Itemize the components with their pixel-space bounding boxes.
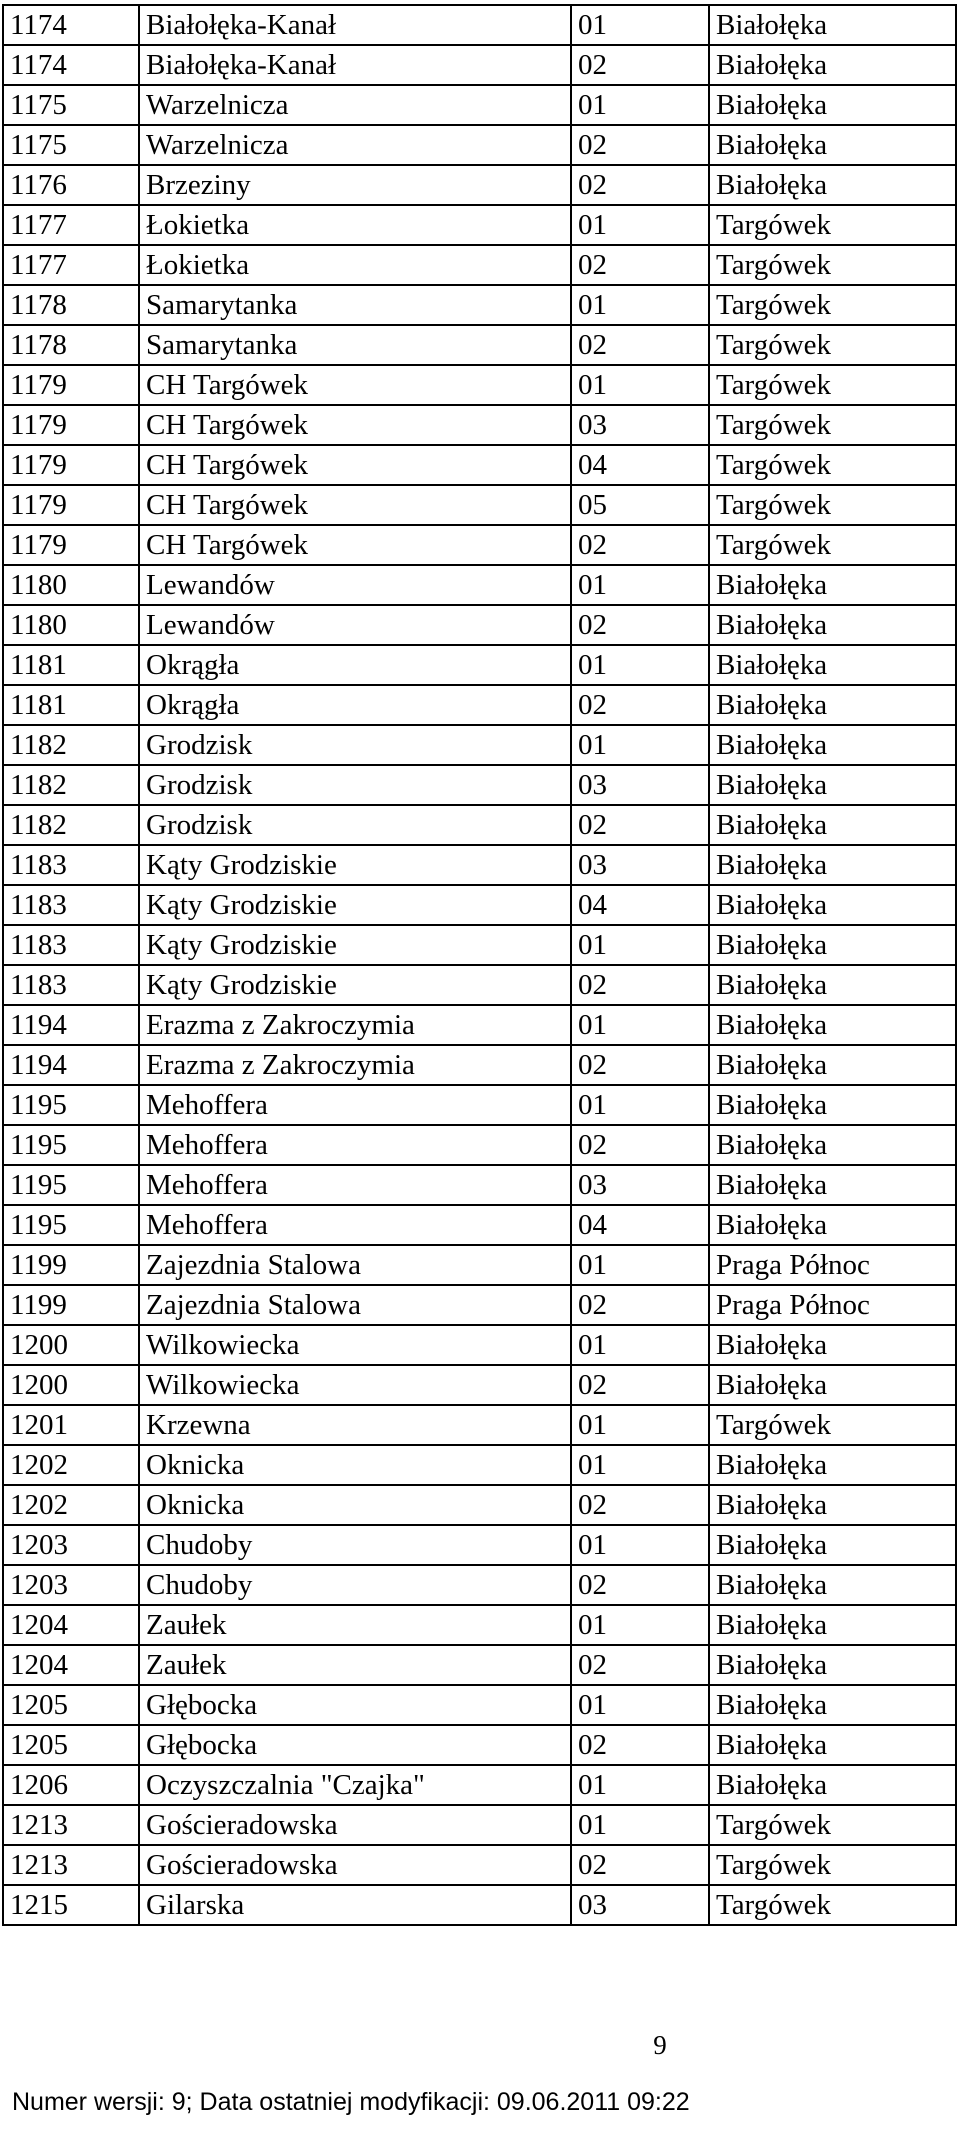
stop-name-cell: Erazma z Zakroczymia bbox=[139, 1005, 571, 1045]
stop-name-cell: Oknicka bbox=[139, 1485, 571, 1525]
post-number-cell: 04 bbox=[571, 445, 709, 485]
stop-name-cell: Okrągła bbox=[139, 685, 571, 725]
table-row bbox=[3, 605, 956, 645]
table-row bbox=[3, 1445, 956, 1485]
district-cell: Targówek bbox=[709, 325, 956, 365]
district-cell: Targówek bbox=[709, 525, 956, 565]
post-number-cell: 03 bbox=[571, 1165, 709, 1205]
post-number-cell: 02 bbox=[571, 1045, 709, 1085]
district-cell: Białołęka bbox=[709, 605, 956, 645]
table-row bbox=[3, 1205, 956, 1245]
stop-number-cell: 1195 bbox=[3, 1205, 139, 1245]
table-row bbox=[3, 1685, 956, 1725]
district-cell: Białołęka bbox=[709, 1045, 956, 1085]
stop-number-cell: 1182 bbox=[3, 805, 139, 845]
stop-name-cell: Lewandów bbox=[139, 605, 571, 645]
stop-name-cell: Gościeradowska bbox=[139, 1845, 571, 1885]
district-cell: Białołęka bbox=[709, 1165, 956, 1205]
district-cell: Targówek bbox=[709, 1405, 956, 1445]
post-number-cell: 04 bbox=[571, 885, 709, 925]
stop-name-cell: Oczyszczalnia "Czajka" bbox=[139, 1765, 571, 1805]
post-number-cell: 03 bbox=[571, 845, 709, 885]
post-number-cell: 01 bbox=[571, 365, 709, 405]
table-row bbox=[3, 165, 956, 205]
district-cell: Białołęka bbox=[709, 685, 956, 725]
table-row bbox=[3, 85, 956, 125]
post-number-cell: 01 bbox=[571, 205, 709, 245]
stop-number-cell: 1213 bbox=[3, 1845, 139, 1885]
stop-number-cell: 1194 bbox=[3, 1045, 139, 1085]
stop-name-cell: Warzelnicza bbox=[139, 125, 571, 165]
district-cell: Białołęka bbox=[709, 45, 956, 85]
stop-number-cell: 1175 bbox=[3, 85, 139, 125]
stop-name-cell: Białołęka-Kanał bbox=[139, 5, 571, 45]
table-row bbox=[3, 1805, 956, 1845]
district-cell: Białołęka bbox=[709, 1605, 956, 1645]
stop-name-cell: Erazma z Zakroczymia bbox=[139, 1045, 571, 1085]
stop-number-cell: 1204 bbox=[3, 1605, 139, 1645]
table-row bbox=[3, 1165, 956, 1205]
stop-name-cell: Gilarska bbox=[139, 1885, 571, 1925]
district-cell: Targówek bbox=[709, 365, 956, 405]
post-number-cell: 01 bbox=[571, 645, 709, 685]
table-row bbox=[3, 525, 956, 565]
stop-name-cell: Zajezdnia Stalowa bbox=[139, 1285, 571, 1325]
post-number-cell: 02 bbox=[571, 45, 709, 85]
table-row bbox=[3, 205, 956, 245]
district-cell: Białołęka bbox=[709, 1445, 956, 1485]
post-number-cell: 02 bbox=[571, 1125, 709, 1165]
post-number-cell: 01 bbox=[571, 1765, 709, 1805]
table-row bbox=[3, 1645, 956, 1685]
table-row bbox=[3, 1605, 956, 1645]
district-cell: Białołęka bbox=[709, 1365, 956, 1405]
post-number-cell: 01 bbox=[571, 725, 709, 765]
stop-name-cell: CH Targówek bbox=[139, 525, 571, 565]
post-number-cell: 01 bbox=[571, 925, 709, 965]
stop-name-cell: Chudoby bbox=[139, 1565, 571, 1605]
table-row bbox=[3, 5, 956, 45]
stop-name-cell: Grodzisk bbox=[139, 805, 571, 845]
stop-name-cell: CH Targówek bbox=[139, 485, 571, 525]
stops-table-container bbox=[2, 4, 955, 1926]
post-number-cell: 02 bbox=[571, 1285, 709, 1325]
stop-number-cell: 1180 bbox=[3, 605, 139, 645]
table-row bbox=[3, 445, 956, 485]
stop-number-cell: 1213 bbox=[3, 1805, 139, 1845]
table-row bbox=[3, 565, 956, 605]
stop-number-cell: 1194 bbox=[3, 1005, 139, 1045]
post-number-cell: 02 bbox=[571, 245, 709, 285]
district-cell: Białołęka bbox=[709, 1125, 956, 1165]
post-number-cell: 02 bbox=[571, 1365, 709, 1405]
post-number-cell: 02 bbox=[571, 685, 709, 725]
stop-name-cell: Głębocka bbox=[139, 1685, 571, 1725]
table-row bbox=[3, 45, 956, 85]
district-cell: Targówek bbox=[709, 445, 956, 485]
district-cell: Targówek bbox=[709, 1805, 956, 1845]
stop-number-cell: 1205 bbox=[3, 1685, 139, 1725]
stop-name-cell: Grodzisk bbox=[139, 765, 571, 805]
stop-name-cell: Zaułek bbox=[139, 1645, 571, 1685]
district-cell: Praga Północ bbox=[709, 1285, 956, 1325]
stop-name-cell: CH Targówek bbox=[139, 365, 571, 405]
stop-name-cell: Oknicka bbox=[139, 1445, 571, 1485]
table-row bbox=[3, 725, 956, 765]
post-number-cell: 02 bbox=[571, 1725, 709, 1765]
table-row bbox=[3, 365, 956, 405]
table-row bbox=[3, 325, 956, 365]
stop-number-cell: 1215 bbox=[3, 1885, 139, 1925]
stop-name-cell: Chudoby bbox=[139, 1525, 571, 1565]
table-row bbox=[3, 885, 956, 925]
district-cell: Białołęka bbox=[709, 1205, 956, 1245]
post-number-cell: 02 bbox=[571, 805, 709, 845]
district-cell: Białołęka bbox=[709, 1485, 956, 1525]
stop-number-cell: 1199 bbox=[3, 1245, 139, 1285]
post-number-cell: 02 bbox=[571, 605, 709, 645]
table-row bbox=[3, 685, 956, 725]
stop-name-cell: Grodzisk bbox=[139, 725, 571, 765]
post-number-cell: 01 bbox=[571, 1525, 709, 1565]
stop-name-cell: CH Targówek bbox=[139, 405, 571, 445]
stop-name-cell: Białołęka-Kanał bbox=[139, 45, 571, 85]
table-row bbox=[3, 1565, 956, 1605]
post-number-cell: 02 bbox=[571, 165, 709, 205]
post-number-cell: 01 bbox=[571, 1445, 709, 1485]
post-number-cell: 01 bbox=[571, 1605, 709, 1645]
district-cell: Białołęka bbox=[709, 725, 956, 765]
stop-number-cell: 1179 bbox=[3, 485, 139, 525]
stop-number-cell: 1205 bbox=[3, 1725, 139, 1765]
district-cell: Białołęka bbox=[709, 805, 956, 845]
stop-number-cell: 1200 bbox=[3, 1325, 139, 1365]
stop-number-cell: 1182 bbox=[3, 765, 139, 805]
stop-number-cell: 1203 bbox=[3, 1565, 139, 1605]
district-cell: Białołęka bbox=[709, 1525, 956, 1565]
post-number-cell: 02 bbox=[571, 1845, 709, 1885]
district-cell: Targówek bbox=[709, 285, 956, 325]
table-row bbox=[3, 1005, 956, 1045]
district-cell: Białołęka bbox=[709, 5, 956, 45]
stop-number-cell: 1203 bbox=[3, 1525, 139, 1565]
stop-name-cell: Mehoffera bbox=[139, 1085, 571, 1125]
stop-number-cell: 1174 bbox=[3, 45, 139, 85]
table-row bbox=[3, 485, 956, 525]
stop-number-cell: 1202 bbox=[3, 1485, 139, 1525]
district-cell: Białołęka bbox=[709, 965, 956, 1005]
table-row bbox=[3, 1325, 956, 1365]
stop-number-cell: 1183 bbox=[3, 925, 139, 965]
table-row bbox=[3, 1765, 956, 1805]
post-number-cell: 02 bbox=[571, 1485, 709, 1525]
district-cell: Białołęka bbox=[709, 1725, 956, 1765]
table-row bbox=[3, 765, 956, 805]
post-number-cell: 02 bbox=[571, 1645, 709, 1685]
stop-number-cell: 1179 bbox=[3, 445, 139, 485]
post-number-cell: 02 bbox=[571, 125, 709, 165]
stop-number-cell: 1183 bbox=[3, 965, 139, 1005]
stop-name-cell: Mehoffera bbox=[139, 1165, 571, 1205]
table-row bbox=[3, 1285, 956, 1325]
district-cell: Białołęka bbox=[709, 885, 956, 925]
stop-name-cell: Warzelnicza bbox=[139, 85, 571, 125]
table-row bbox=[3, 1725, 956, 1765]
table-row bbox=[3, 1525, 956, 1565]
district-cell: Targówek bbox=[709, 1845, 956, 1885]
stop-number-cell: 1176 bbox=[3, 165, 139, 205]
district-cell: Białołęka bbox=[709, 925, 956, 965]
stop-name-cell: Mehoffera bbox=[139, 1125, 571, 1165]
stop-number-cell: 1195 bbox=[3, 1125, 139, 1165]
table-row bbox=[3, 1405, 956, 1445]
post-number-cell: 04 bbox=[571, 1205, 709, 1245]
stop-number-cell: 1202 bbox=[3, 1445, 139, 1485]
stop-name-cell: Kąty Grodziskie bbox=[139, 885, 571, 925]
table-row bbox=[3, 925, 956, 965]
district-cell: Białołęka bbox=[709, 765, 956, 805]
stop-name-cell: Krzewna bbox=[139, 1405, 571, 1445]
post-number-cell: 01 bbox=[571, 1405, 709, 1445]
district-cell: Targówek bbox=[709, 205, 956, 245]
post-number-cell: 01 bbox=[571, 1085, 709, 1125]
stops-table bbox=[2, 4, 957, 1926]
district-cell: Białołęka bbox=[709, 85, 956, 125]
stop-number-cell: 1195 bbox=[3, 1165, 139, 1205]
post-number-cell: 01 bbox=[571, 1685, 709, 1725]
district-cell: Białołęka bbox=[709, 1565, 956, 1605]
district-cell: Praga Północ bbox=[709, 1245, 956, 1285]
stop-number-cell: 1174 bbox=[3, 5, 139, 45]
post-number-cell: 01 bbox=[571, 1005, 709, 1045]
post-number-cell: 01 bbox=[571, 85, 709, 125]
district-cell: Białołęka bbox=[709, 1005, 956, 1045]
post-number-cell: 01 bbox=[571, 1805, 709, 1845]
stop-name-cell: Kąty Grodziskie bbox=[139, 925, 571, 965]
table-row bbox=[3, 125, 956, 165]
post-number-cell: 05 bbox=[571, 485, 709, 525]
stop-number-cell: 1195 bbox=[3, 1085, 139, 1125]
district-cell: Białołęka bbox=[709, 845, 956, 885]
stop-number-cell: 1178 bbox=[3, 285, 139, 325]
stop-name-cell: Głębocka bbox=[139, 1725, 571, 1765]
stop-name-cell: Wilkowiecka bbox=[139, 1325, 571, 1365]
stop-number-cell: 1175 bbox=[3, 125, 139, 165]
stop-number-cell: 1199 bbox=[3, 1285, 139, 1325]
stop-name-cell: Mehoffera bbox=[139, 1205, 571, 1245]
district-cell: Białołęka bbox=[709, 1765, 956, 1805]
district-cell: Białołęka bbox=[709, 1685, 956, 1725]
stop-name-cell: CH Targówek bbox=[139, 445, 571, 485]
stop-name-cell: Okrągła bbox=[139, 645, 571, 685]
post-number-cell: 01 bbox=[571, 5, 709, 45]
stop-name-cell: Zaułek bbox=[139, 1605, 571, 1645]
district-cell: Targówek bbox=[709, 485, 956, 525]
table-row bbox=[3, 1245, 956, 1285]
table-row bbox=[3, 645, 956, 685]
table-row bbox=[3, 1485, 956, 1525]
stops-table-body bbox=[3, 5, 956, 1925]
district-cell: Białołęka bbox=[709, 165, 956, 205]
table-row bbox=[3, 245, 956, 285]
stop-number-cell: 1200 bbox=[3, 1365, 139, 1405]
post-number-cell: 01 bbox=[571, 565, 709, 605]
post-number-cell: 02 bbox=[571, 325, 709, 365]
stop-name-cell: Samarytanka bbox=[139, 325, 571, 365]
district-cell: Białołęka bbox=[709, 1645, 956, 1685]
stop-number-cell: 1180 bbox=[3, 565, 139, 605]
stop-number-cell: 1182 bbox=[3, 725, 139, 765]
stop-number-cell: 1204 bbox=[3, 1645, 139, 1685]
stop-name-cell: Gościeradowska bbox=[139, 1805, 571, 1845]
stop-name-cell: Kąty Grodziskie bbox=[139, 845, 571, 885]
district-cell: Białołęka bbox=[709, 125, 956, 165]
stop-number-cell: 1181 bbox=[3, 645, 139, 685]
stop-name-cell: Wilkowiecka bbox=[139, 1365, 571, 1405]
stop-number-cell: 1206 bbox=[3, 1765, 139, 1805]
table-row bbox=[3, 405, 956, 445]
district-cell: Targówek bbox=[709, 1885, 956, 1925]
post-number-cell: 03 bbox=[571, 765, 709, 805]
table-row bbox=[3, 1125, 956, 1165]
stop-name-cell: Łokietka bbox=[139, 245, 571, 285]
footer-version-info: Numer wersji: 9; Data ostatniej modyfikacji: 09.06.2011 09:22 bbox=[12, 2088, 690, 2116]
stop-name-cell: Kąty Grodziskie bbox=[139, 965, 571, 1005]
post-number-cell: 03 bbox=[571, 405, 709, 445]
stop-name-cell: Zajezdnia Stalowa bbox=[139, 1245, 571, 1285]
stop-name-cell: Samarytanka bbox=[139, 285, 571, 325]
table-row bbox=[3, 1045, 956, 1085]
table-row bbox=[3, 285, 956, 325]
table-row bbox=[3, 1845, 956, 1885]
post-number-cell: 03 bbox=[571, 1885, 709, 1925]
table-row bbox=[3, 805, 956, 845]
district-cell: Targówek bbox=[709, 405, 956, 445]
stop-name-cell: Łokietka bbox=[139, 205, 571, 245]
stop-number-cell: 1177 bbox=[3, 205, 139, 245]
stop-name-cell: Brzeziny bbox=[139, 165, 571, 205]
page-number: 9 bbox=[653, 2030, 667, 2060]
stop-number-cell: 1201 bbox=[3, 1405, 139, 1445]
district-cell: Białołęka bbox=[709, 1325, 956, 1365]
post-number-cell: 01 bbox=[571, 285, 709, 325]
table-row bbox=[3, 1085, 956, 1125]
table-row bbox=[3, 845, 956, 885]
stop-number-cell: 1179 bbox=[3, 405, 139, 445]
stop-number-cell: 1179 bbox=[3, 525, 139, 565]
stop-number-cell: 1181 bbox=[3, 685, 139, 725]
stop-number-cell: 1177 bbox=[3, 245, 139, 285]
post-number-cell: 02 bbox=[571, 965, 709, 1005]
post-number-cell: 01 bbox=[571, 1325, 709, 1365]
stop-number-cell: 1178 bbox=[3, 325, 139, 365]
district-cell: Białołęka bbox=[709, 1085, 956, 1125]
district-cell: Targówek bbox=[709, 245, 956, 285]
post-number-cell: 01 bbox=[571, 1245, 709, 1285]
table-row bbox=[3, 965, 956, 1005]
stop-number-cell: 1183 bbox=[3, 885, 139, 925]
stop-name-cell: Lewandów bbox=[139, 565, 571, 605]
stop-number-cell: 1179 bbox=[3, 365, 139, 405]
stop-number-cell: 1183 bbox=[3, 845, 139, 885]
post-number-cell: 02 bbox=[571, 1565, 709, 1605]
post-number-cell: 02 bbox=[571, 525, 709, 565]
district-cell: Białołęka bbox=[709, 565, 956, 605]
district-cell: Białołęka bbox=[709, 645, 956, 685]
table-row bbox=[3, 1885, 956, 1925]
table-row bbox=[3, 1365, 956, 1405]
